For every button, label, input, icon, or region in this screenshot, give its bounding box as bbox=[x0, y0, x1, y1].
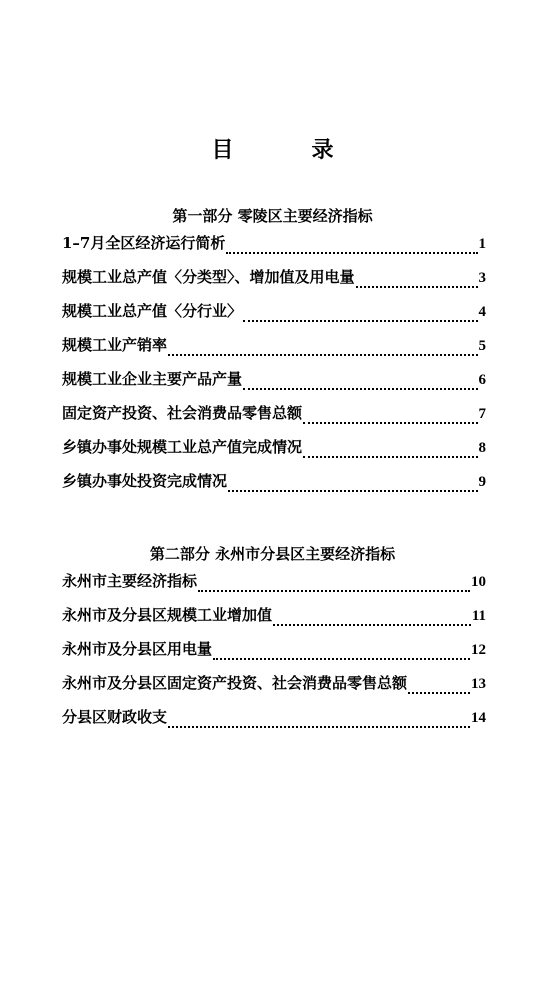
toc-entry[interactable] bbox=[62, 232, 486, 266]
dot-leader bbox=[243, 388, 477, 390]
dot-leader bbox=[356, 286, 478, 288]
dot-leader bbox=[168, 726, 470, 728]
toc-entry[interactable] bbox=[62, 638, 486, 672]
toc-entry-label: 固定资产投资、社会消费品零售总额 bbox=[62, 404, 303, 422]
toc-entry-page: 7 bbox=[478, 406, 486, 422]
toc-entry[interactable] bbox=[62, 470, 486, 504]
toc-entry-label: 规模工业产销率 bbox=[62, 336, 168, 354]
dot-leader bbox=[228, 490, 477, 492]
toc-entry-page: 6 bbox=[478, 372, 486, 388]
toc-entry-label: 1–7月全区经济运行简析 bbox=[62, 234, 226, 252]
toc-entry-label: 永州市及分县区规模工业增加值 bbox=[62, 606, 273, 624]
toc-entry-page: 9 bbox=[478, 474, 486, 490]
part1-toc-list bbox=[62, 232, 486, 504]
toc-entry-page: 11 bbox=[471, 608, 486, 624]
toc-entry-page: 8 bbox=[478, 440, 486, 456]
toc-entry-page: 3 bbox=[478, 270, 486, 286]
toc-entry-label: 规模工业企业主要产品产量 bbox=[62, 370, 243, 388]
toc-entry-label: 分县区财政收支 bbox=[62, 708, 168, 726]
dot-leader bbox=[168, 354, 477, 356]
dot-leader bbox=[303, 456, 477, 458]
toc-entry[interactable] bbox=[62, 300, 486, 334]
toc-entry[interactable] bbox=[62, 368, 486, 402]
dot-leader bbox=[273, 624, 471, 626]
toc-entry-label: 规模工业总产值〈分类型〉、增加值及用电量 bbox=[62, 268, 355, 286]
toc-entry-page: 14 bbox=[471, 710, 486, 726]
toc-entry[interactable] bbox=[62, 334, 486, 368]
toc-entry[interactable] bbox=[62, 266, 486, 300]
toc-entry-page: 4 bbox=[478, 304, 486, 320]
part2-heading: 第二部分 永州市分县区主要经济指标 bbox=[149, 545, 396, 563]
toc-entry[interactable] bbox=[62, 672, 486, 706]
toc-entry[interactable] bbox=[62, 402, 486, 436]
part1-heading: 第一部分 零陵区主要经济指标 bbox=[172, 207, 373, 225]
toc-entry[interactable] bbox=[62, 604, 486, 638]
toc-entry-page: 1 bbox=[478, 236, 486, 252]
part2-toc-list bbox=[62, 570, 486, 740]
toc-entry-page: 5 bbox=[478, 338, 486, 354]
dot-leader bbox=[243, 320, 477, 322]
dot-leader bbox=[213, 658, 470, 660]
toc-entry-label: 永州市及分县区用电量 bbox=[62, 640, 213, 658]
toc-entry[interactable] bbox=[62, 436, 486, 470]
dot-leader bbox=[408, 692, 470, 694]
toc-entry-label: 永州市主要经济指标 bbox=[62, 572, 198, 590]
toc-entry-page: 13 bbox=[471, 676, 486, 692]
toc-entry-label: 乡镇办事处投资完成情况 bbox=[62, 472, 228, 490]
dot-leader bbox=[303, 422, 477, 424]
toc-entry-label: 永州市及分县区固定资产投资、社会消费品零售总额 bbox=[62, 674, 408, 692]
dot-leader bbox=[226, 252, 477, 254]
page-title: 目 录 bbox=[211, 137, 362, 163]
toc-entry-page: 12 bbox=[471, 642, 486, 658]
toc-entry[interactable] bbox=[62, 706, 486, 740]
toc-entry-page: 10 bbox=[471, 574, 486, 590]
toc-entry[interactable] bbox=[62, 570, 486, 604]
dot-leader bbox=[198, 590, 470, 592]
toc-entry-label: 乡镇办事处规模工业总产值完成情况 bbox=[62, 438, 303, 456]
toc-entry-label: 规模工业总产值〈分行业〉 bbox=[62, 302, 243, 320]
